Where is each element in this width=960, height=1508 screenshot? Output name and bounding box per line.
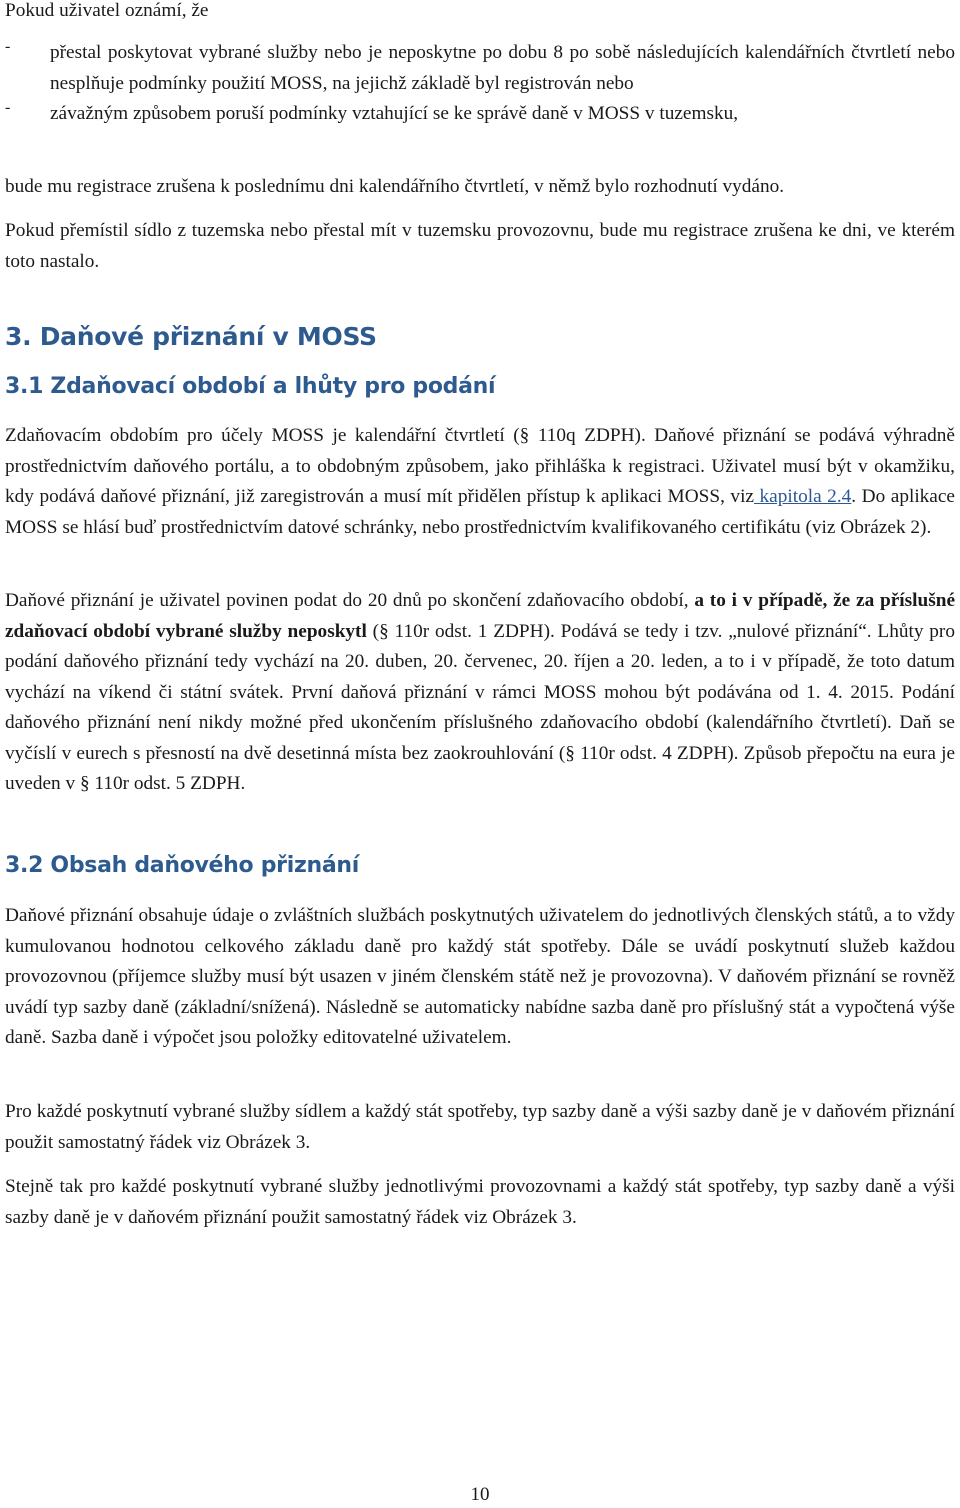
section-heading: 3. Daňové přiznání v MOSS bbox=[5, 322, 377, 351]
intro-text: Pokud uživatel oznámí, že bbox=[5, 0, 209, 21]
list-item-text: přestal poskytovat vybrané služby nebo je neposkytne po dobu 8 po sobě následujících kalendářních čtvrtletí nebo nesplňuje podmínky použití MOSS, na jejichž základě byl registrován nebo bbox=[50, 42, 955, 94]
list-item-text: závažným způsobem poruší podmínky vztahující se ke správě daně v MOSS v tuzemsku, bbox=[50, 103, 739, 124]
paragraph: Pro každé poskytnutí vybrané služby sídlem a každý stát spotřeby, typ sazby daně a výši sazby daně je v daňovém přiznání použit samostatný řádek viz Obrázek 3. bbox=[5, 1101, 955, 1153]
chapter-link[interactable]: kapitola 2.4 bbox=[754, 486, 852, 507]
list-item bbox=[5, 99, 955, 130]
paragraph: Pokud přemístil sídlo z tuzemska nebo přestal mít v tuzemsku provozovnu, bude mu registrace zrušena ke dni, ve kterém toto nastalo. bbox=[5, 220, 955, 272]
paragraph-text: Zdaňovacím obdobím pro účely MOSS je kalendářní čtvrtletí (§ 110q ZDPH). Daňové přiznání se podává výhradně prostřednictvím daňového portálu, a to obdobným způsobem, jako přihláška k registraci. Uživatel musí být v okamžiku, kdy podává daňové přiznání, již zaregistrován a musí mít přidělen přístup k aplikaci MOSS, viz bbox=[5, 425, 955, 507]
subsection-heading: 3.2 Obsah daňového přiznání bbox=[5, 853, 359, 878]
paragraph: bude mu registrace zrušena k poslednímu dni kalendářního čtvrtletí, v němž bylo rozhodnutí vydáno. bbox=[5, 176, 785, 197]
paragraph-text: Daňové přiznání je uživatel povinen podat do 20 dnů po skončení zdaňovacího období, bbox=[5, 590, 695, 611]
paragraph-text: (§ 110r odst. 1 ZDPH). Podává se tedy i tzv. „nulové přiznání“. Lhůty pro podání daňového přiznání tedy vychází na 20. duben, 20. červenec, 20. říjen a 20. leden, a to i v případě, že toto datum vychází na víkend či státní svátek. První daňová přiznání v rámci MOSS mohou být podávána od 1. 4. 2015. Podání daňového přiznání není nikdy možné před ukončením příslušného zdaňovacího období (kalendářního čtvrtletí). Daň se vyčíslí v eurech s přesností na dvě desetinná místa bez zaokrouhlování (§ 110r odst. 4 ZDPH). Způsob přepočtu na eura je uveden v § 110r odst. 5 ZDPH. bbox=[5, 620, 955, 794]
page-number: 10 bbox=[470, 1484, 490, 1505]
list-marker: - bbox=[5, 38, 11, 55]
paragraph: Stejně tak pro každé poskytnutí vybrané služby jednotlivými provozovnami a každý stát spotřeby, typ sazby daně a výši sazby daně je v daňovém přiznání použit samostatný řádek viz Obrázek 3. bbox=[5, 1176, 955, 1228]
emphasis-text: a to i v případě, že za příslušné zdaňovací období vybrané služby neposkytl bbox=[5, 590, 956, 642]
subsection-heading: 3.1 Zdaňovací období a lhůty pro podání bbox=[5, 374, 496, 399]
paragraph bbox=[5, 421, 955, 543]
paragraph-text: . Do aplikace MOSS se hlásí buď prostřednictvím datové schránky, nebo prostřednictvím kvalifikovaného certifikátu (viz Obrázek 2). bbox=[5, 486, 955, 538]
list-item bbox=[5, 38, 955, 99]
paragraph bbox=[5, 586, 955, 800]
condition-list bbox=[5, 38, 955, 130]
list-marker: - bbox=[5, 99, 11, 116]
paragraph: Daňové přiznání obsahuje údaje o zvláštních službách poskytnutých uživatelem do jednotlivých členských států, a to vždy kumulovanou hodnotou celkového základu daně pro každý stát spotřeby. Dále se uvádí poskytnutí služeb každou provozovnou (příjemce služby musí být usazen v jiném členském státě než je provozovna). V daňovém přiznání se rovněž uvádí typ sazby daně (základní/snížená). Následně se automaticky nabídne sazba daně pro příslušný stát a vypočtená výše daně. Sazba daně i výpočet jsou položky editovatelné uživatelem. bbox=[5, 905, 955, 1048]
